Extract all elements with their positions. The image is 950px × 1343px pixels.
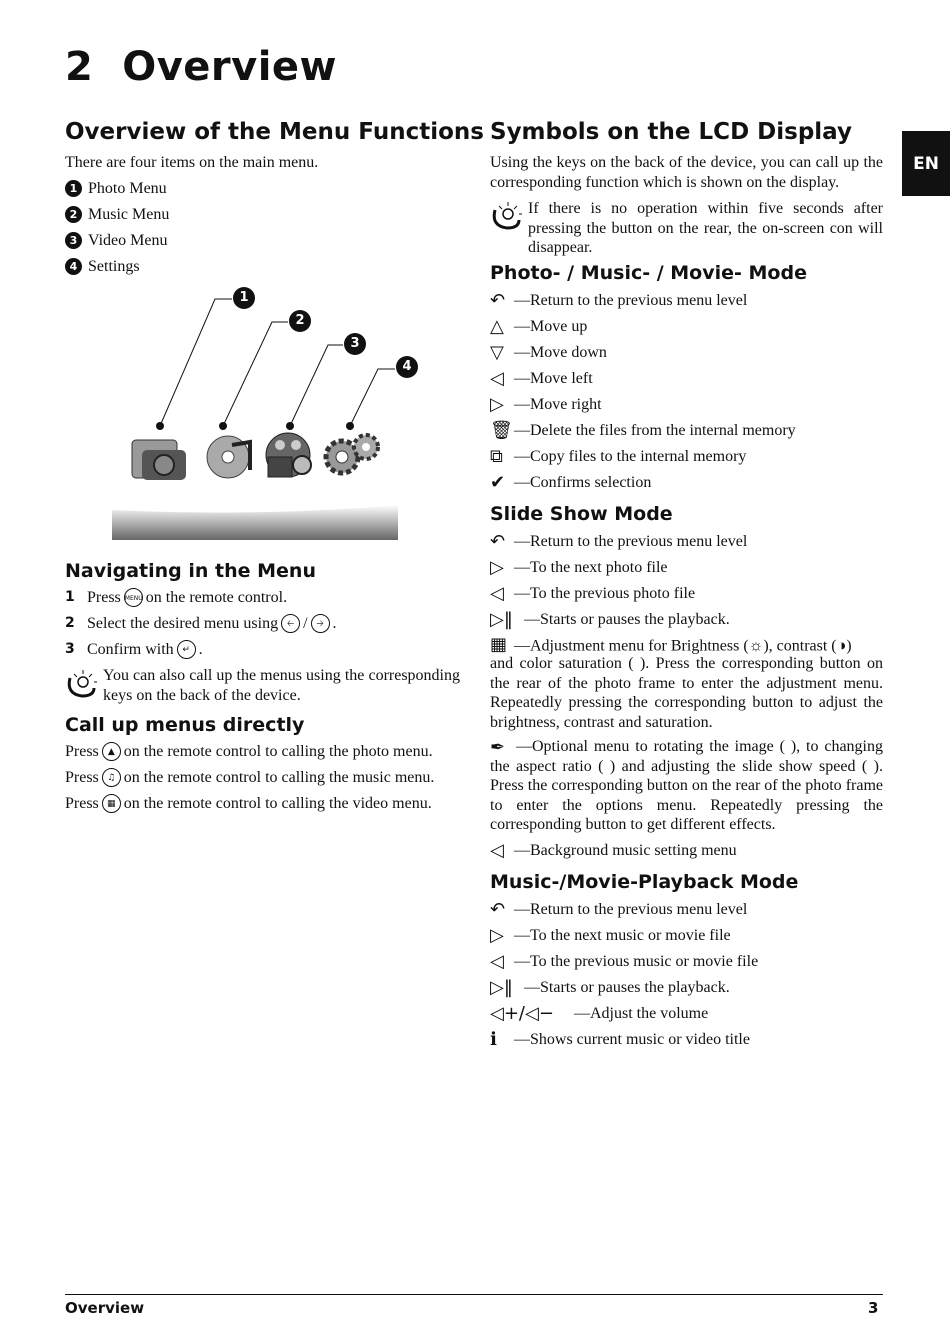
menu-intro: There are four items on the main menu. bbox=[65, 154, 319, 171]
callout-1: 1 bbox=[65, 180, 82, 197]
chapter-name: Overview bbox=[122, 44, 338, 90]
symbol-row bbox=[490, 557, 668, 577]
symbol-text: —Return to the previous menu level bbox=[514, 291, 748, 309]
photo-key-icon: ▲ bbox=[102, 742, 121, 761]
adjust-text: ), contrast ( bbox=[763, 637, 837, 655]
call-up-text: Press bbox=[65, 795, 99, 812]
menu-item-photo bbox=[65, 179, 167, 198]
page-number: 3 bbox=[868, 1299, 879, 1317]
down-icon: ▽ bbox=[490, 341, 504, 363]
call-up-music bbox=[65, 768, 434, 787]
symbol-row bbox=[490, 472, 651, 492]
symbol-text: —Starts or pauses the playback. bbox=[524, 610, 730, 628]
menu-item-label: Music Menu bbox=[88, 206, 170, 223]
symbol-row bbox=[490, 394, 602, 414]
copy-icon: ⧉ bbox=[490, 445, 503, 467]
symbol-row bbox=[490, 951, 758, 971]
symbol-text: —Move up bbox=[514, 317, 588, 335]
video-key-icon: ▦ bbox=[102, 794, 121, 813]
symbol-row bbox=[490, 342, 607, 362]
left-icon: ◁ bbox=[490, 950, 504, 972]
trash-icon: 🗑 bbox=[490, 419, 513, 441]
step-number: 1 bbox=[65, 589, 75, 605]
menu-key-icon: MENU bbox=[124, 588, 143, 607]
chapter-number: 2 bbox=[65, 44, 94, 90]
menu-item-label: Settings bbox=[88, 258, 140, 275]
navigating-heading: Navigating in the Menu bbox=[65, 560, 316, 582]
symbol-row bbox=[490, 531, 747, 551]
photo-mode-heading: Photo- / Music- / Movie- Mode bbox=[490, 262, 807, 284]
call-up-text: on the remote control to calling the video menu. bbox=[123, 795, 432, 812]
symbol-row bbox=[490, 609, 730, 629]
call-up-video bbox=[65, 794, 432, 813]
symbol-row bbox=[490, 290, 747, 310]
symbol-row bbox=[490, 1003, 708, 1023]
symbol-text: —Copy files to the internal memory bbox=[514, 447, 747, 465]
symbol-row bbox=[490, 446, 746, 466]
return-icon: ↶ bbox=[490, 898, 506, 920]
symbol-text: —Background music setting menu bbox=[514, 841, 737, 859]
nav-step-3 bbox=[65, 640, 203, 659]
arrow-left-key-icon: 🡠 bbox=[281, 614, 300, 633]
adjustment-menu-rest: and color saturation ( ). Press the corresponding button on the rear of the photo frame to enter the adjustment menu. Repeatedly pressing the corresponding button to adjust the brightness, contrast and saturation. bbox=[490, 655, 883, 731]
symbol-text: —Return to the previous menu level bbox=[514, 900, 748, 918]
symbol-text: —Move down bbox=[514, 343, 607, 361]
left-icon: ◁ bbox=[490, 582, 504, 604]
lcd-intro: Using the keys on the back of the device, you can call up the corresponding function which is shown on the display. bbox=[490, 154, 883, 191]
symbol-row bbox=[490, 925, 731, 945]
menu-item-settings bbox=[65, 257, 140, 276]
background-music-line bbox=[490, 840, 737, 860]
symbol-text: —Delete the files from the internal memory bbox=[514, 421, 796, 439]
step-text: on the remote control. bbox=[145, 589, 288, 606]
call-up-text: on the remote control to calling the photo menu. bbox=[123, 743, 433, 760]
symbol-text: —Return to the previous menu level bbox=[514, 532, 748, 550]
menu-item-music bbox=[65, 205, 169, 224]
enter-key-icon: ↵ bbox=[177, 640, 196, 659]
nav-step-1 bbox=[65, 588, 287, 607]
slideshow-heading: Slide Show Mode bbox=[490, 503, 673, 525]
step-text: Press bbox=[87, 589, 121, 606]
video-menu-icon bbox=[266, 433, 311, 477]
menu-item-label: Photo Menu bbox=[88, 180, 167, 197]
call-up-text: Press bbox=[65, 743, 99, 760]
symbol-text: —To the next photo file bbox=[514, 558, 668, 576]
menu-functions-heading: Overview of the Menu Functions bbox=[65, 119, 484, 145]
lcd-symbols-heading: Symbols on the LCD Display bbox=[490, 119, 852, 145]
optional-menu-text: —Optional menu to rotating the image ( ), to changing the aspect ratio ( ) and adjusting the slide show speed ( ). Press the corresponding button on the rear of the photo frame to enter the options menu. Repeatedly pressing the corresponding button to get different effects. bbox=[490, 738, 883, 833]
symbol-row bbox=[490, 1029, 750, 1049]
symbol-row bbox=[490, 899, 747, 919]
illustration-callout-2: 2 bbox=[289, 310, 311, 332]
tip-icon bbox=[64, 668, 100, 700]
adjust-icon: ▦ bbox=[490, 634, 508, 656]
adjustment-menu-text bbox=[490, 635, 883, 656]
call-up-text: Press bbox=[65, 769, 99, 786]
symbol-text: —Move right bbox=[514, 395, 602, 413]
settings-menu-icon bbox=[326, 435, 378, 473]
step-text: . bbox=[198, 641, 203, 658]
callout-3: 3 bbox=[65, 232, 82, 249]
right-icon: ▷ bbox=[490, 924, 504, 946]
music-key-icon: ♫ bbox=[102, 768, 121, 787]
symbol-text: —Adjust the volume bbox=[574, 1004, 709, 1022]
menu-item-label: Video Menu bbox=[88, 232, 168, 249]
illustration-callout-3: 3 bbox=[344, 333, 366, 355]
contrast-icon: ◑ bbox=[836, 637, 847, 655]
speaker-icon: ◁ bbox=[490, 839, 504, 861]
footer-section: Overview bbox=[65, 1299, 145, 1317]
symbol-row bbox=[490, 583, 695, 603]
language-tab: EN bbox=[902, 131, 950, 196]
step-text: Confirm with bbox=[87, 641, 174, 658]
right-icon: ▷ bbox=[490, 556, 504, 578]
menu-item-video bbox=[65, 231, 167, 250]
symbol-row bbox=[490, 420, 796, 440]
nav-step-2: 2 Select the desired menu using 🡠 / 🡢 . bbox=[65, 615, 337, 632]
illustration-callout-4: 4 bbox=[396, 356, 418, 378]
music-menu-icon bbox=[207, 436, 250, 478]
step-number: 2 bbox=[65, 615, 75, 631]
callout-4: 4 bbox=[65, 258, 82, 275]
info-icon: ℹ bbox=[490, 1028, 497, 1050]
symbol-text: —Move left bbox=[514, 369, 593, 387]
tip-icon bbox=[489, 200, 525, 232]
adjust-text: ) bbox=[846, 637, 852, 655]
playback-heading: Music-/Movie-Playback Mode bbox=[490, 871, 799, 893]
adjust-text: —Adjustment menu for Brightness ( bbox=[514, 637, 749, 655]
right-icon: ▷ bbox=[490, 393, 504, 415]
navigating-note: You can also call up the menus using the corresponding keys on the back of the device. bbox=[103, 667, 460, 704]
call-up-heading: Call up menus directly bbox=[65, 714, 305, 736]
symbol-text: —To the next music or movie file bbox=[514, 926, 731, 944]
callout-2: 2 bbox=[65, 206, 82, 223]
optional-menu-icon: ✒ bbox=[490, 736, 506, 758]
step-text: . bbox=[332, 615, 337, 632]
step-text: Select the desired menu using bbox=[87, 615, 279, 632]
check-icon: ✔ bbox=[490, 471, 506, 493]
symbol-text: —To the previous photo file bbox=[514, 584, 696, 602]
return-icon: ↶ bbox=[490, 289, 506, 311]
return-icon: ↶ bbox=[490, 530, 506, 552]
step-number: 3 bbox=[65, 641, 75, 657]
up-icon: △ bbox=[490, 315, 504, 337]
lcd-note: If there is no operation within five seconds after pressing the button on the rear, the on-screen con will disappear. bbox=[528, 200, 883, 256]
left-icon: ◁ bbox=[490, 367, 504, 389]
symbol-row bbox=[490, 368, 593, 388]
play-pause-icon: ▷‖ bbox=[490, 976, 513, 998]
play-pause-icon: ▷‖ bbox=[490, 608, 513, 630]
symbol-text: —Shows current music or video title bbox=[514, 1030, 750, 1048]
call-up-photo bbox=[65, 742, 433, 761]
symbol-text: —Starts or pauses the playback. bbox=[524, 978, 730, 996]
chapter-title bbox=[65, 44, 337, 90]
symbol-text: —Confirms selection bbox=[514, 473, 652, 491]
illustration-callout-1: 1 bbox=[233, 287, 255, 309]
symbol-row bbox=[490, 977, 730, 997]
main-menu-illustration bbox=[110, 285, 410, 545]
symbol-text: —To the previous music or movie file bbox=[514, 952, 759, 970]
photo-menu-icon bbox=[132, 440, 186, 480]
call-up-text: on the remote control to calling the music menu. bbox=[123, 769, 435, 786]
symbol-row bbox=[490, 316, 587, 336]
volume-icon: ◁+/◁− bbox=[490, 1002, 554, 1024]
brightness-icon: ☼ bbox=[748, 637, 764, 655]
arrow-right-key-icon: 🡢 bbox=[311, 614, 330, 633]
footer-rule bbox=[65, 1294, 883, 1295]
